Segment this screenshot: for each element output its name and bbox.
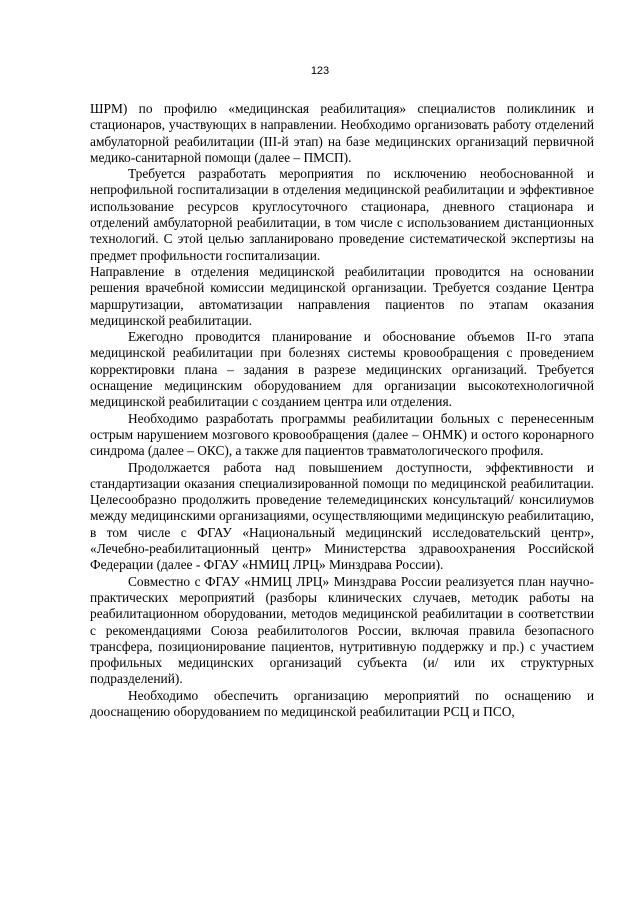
paragraph: ШРМ) по профилю «медицинская реабилитация» специалистов поликлиник и стационаров, участвующих в направлении. Необходимо организовать работу отделений амбулаторной реабилитации (III-й этап) на базе медицинских организаций первичной медико-санитарной помощи (далее – ПМСП). — [90, 101, 594, 165]
page-number: 123 — [310, 65, 330, 77]
paragraph: Необходимо разработать программы реабилитации больных с перенесенным острым нарушением мозгового кровообращения (далее – ОНМК) и остого коронарного синдрома (далее – ОКС), а также для пациентов травматологического профиля. — [90, 410, 594, 459]
paragraph: Продолжается работа над повышением доступности, эффективности и стандартизации оказания специализированной помощи по медицинской реабилитации. Целесообразно продолжить проведение телемедицинских консультаций/ консилиумов между медицинскими организациями, осуществляющими медицинскую реабилитацию, в том числе с ФГАУ «Национальный медицинский исследовательский центр», «Лечебно-реабилитационный центр» Министерства здравоохранения Российской Федерации (далее - ФГАУ «НМИЦ ЛРЦ» Минздрава России). — [90, 459, 594, 573]
document-body — [90, 101, 594, 720]
paragraph: Необходимо обеспечить организацию мероприятий по оснащению и дооснащению оборудованием по медицинской реабилитации РСЦ и ПСО, — [90, 687, 594, 719]
paragraph: Направление в отделения медицинской реабилитации проводится на основании решения врачебной комиссии медицинской организации. Требуется создание Центра маршрутизации, автоматизации направления пациентов по этапам оказания медицинской реабилитации. — [90, 263, 594, 328]
paragraph: Совместно с ФГАУ «НМИЦ ЛРЦ» Минздрава России реализуется план научно-практических мероприятий (разборы клинических случаев, методик работы на реабилитационном оборудовании, методов медицинской реабилитации в соответствии с рекомендациями Союза реабилитологов России, включая правила безопасного трансфера, позиционирование пациентов, нутритивную поддержку и пр.) с участием профильных медицинских организаций субъекта (и/ или их структурных подразделений). — [90, 573, 594, 687]
paragraph: Ежегодно проводится планирование и обоснование объемов II-го этапа медицинской реабилитации при болезнях системы кровообращения с проведением корректировки плана – задания в разрезе медицинских организаций. Требуется оснащение медицинским оборудованием для организации высокотехнологичной медицинской реабилитации с созданием центра или отделения. — [90, 329, 594, 410]
paragraph: Требуется разработать мероприятия по исключению необоснованной и непрофильной госпитализации в отделения медицинской реабилитации и эффективное использование ресурсов круглосуточного стационара, дневного стационара и отделений амбулаторной реабилитации, в том числе с использованием дистанционных технологий. С этой целью запланировано проведение систематической экспертизы на предмет профильности госпитализации. — [90, 166, 594, 263]
